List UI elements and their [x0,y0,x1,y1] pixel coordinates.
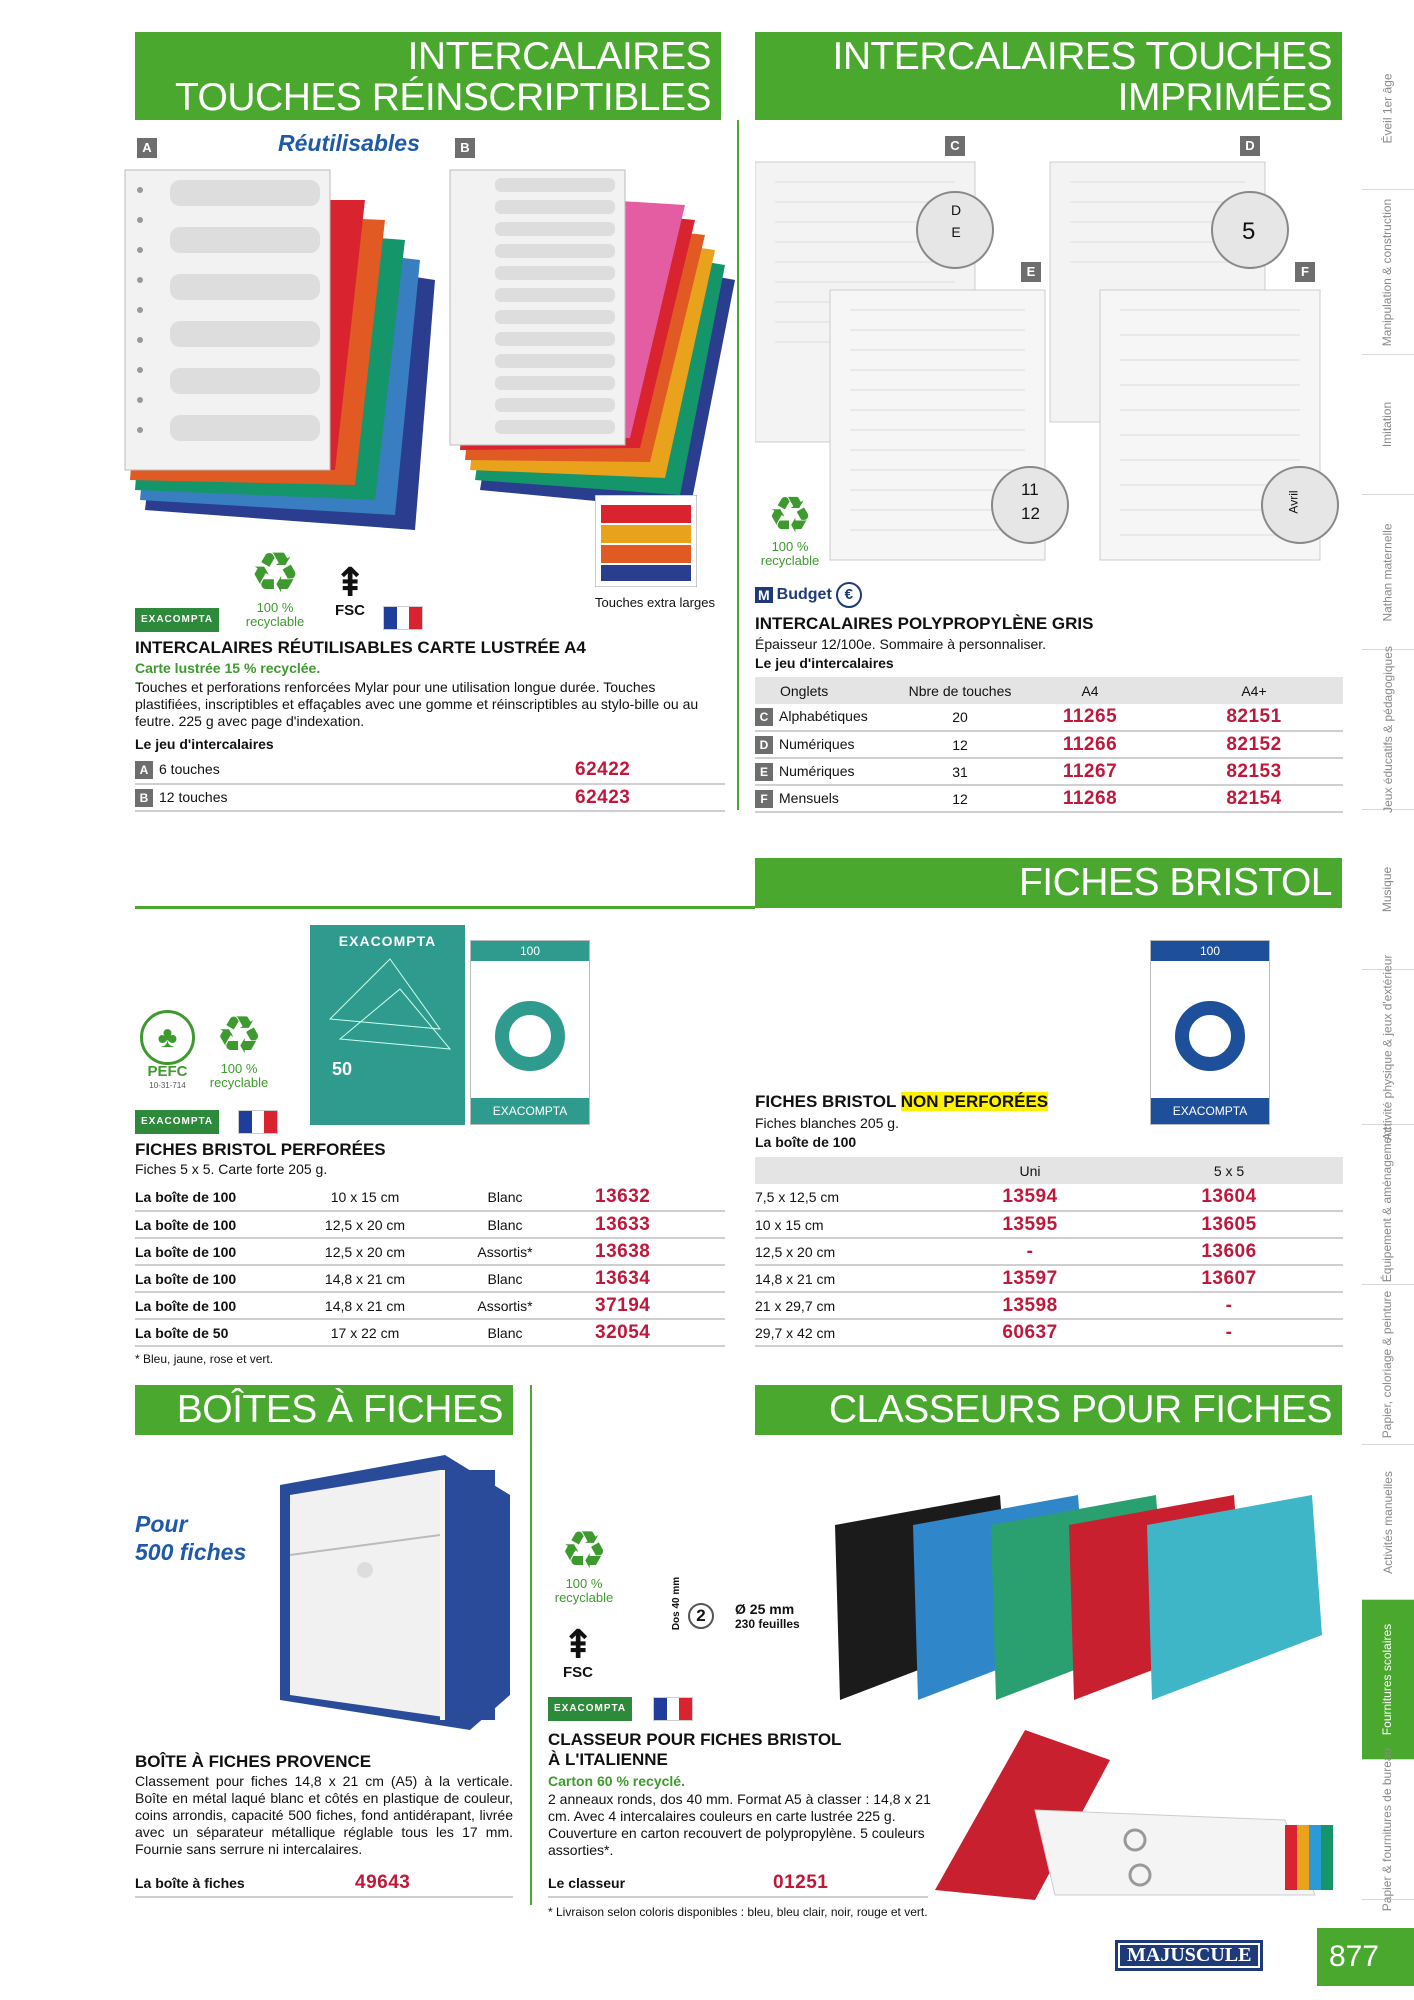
recycle-icon: ♻ [249,541,301,604]
side-tab-label: Musique [1380,866,1395,913]
banner-line: IMPRIMÉES [1117,76,1332,119]
product-code: 13638 [565,1238,725,1265]
product-code: 13632 [565,1184,725,1211]
section-banner-intercalaires-imprimees [755,32,1342,120]
recycle-icon: ♻ [215,1007,263,1065]
extra-large-tabs-inset [595,495,697,587]
table-row [135,1238,725,1265]
product-title [548,1730,848,1770]
side-tab[interactable] [1362,355,1414,495]
row-badge: B [135,789,153,807]
row-size: 14,8 x 21 cm [285,1292,445,1319]
price-table-bristol-non-perforees [755,1157,1343,1347]
photo-badge-c: C [945,136,965,156]
pefc-tree-icon: ♣ [140,1010,195,1065]
product-subtitle: Épaisseur 12/100e. Sommaire à personnaliser. [755,636,1047,652]
pefc-logo [135,1010,200,1093]
row-label [755,704,905,731]
photo-badge-b: B [455,138,475,158]
side-tab[interactable] [1362,1445,1414,1600]
recyclable-logo [203,1007,275,1090]
product-code: 49643 [355,1870,513,1897]
exacompta-logo: EXACOMPTA [548,1697,632,1721]
row-color: Blanc [445,1319,565,1346]
banner-line: BOÎTES À FICHES [176,1388,503,1431]
table-row [755,1211,1343,1238]
section-rule [135,906,755,909]
price-table-s4 [135,1870,513,1898]
row-label-text: Alphabétiques [779,708,868,724]
col-header: Nbre de touches [905,677,1015,704]
fsc-logo [320,563,380,619]
product-subtitle: Carton 60 % recyclé. [548,1773,685,1789]
row-unit: La boîte de 100 [135,1184,285,1211]
zoom-e-label [1021,478,1040,526]
card-box-photo [270,1455,515,1730]
recyclable-text: 100 % recyclable [554,1576,614,1605]
product-unit: Le jeu d'intercalaires [135,736,274,752]
fsc-logo [548,1625,608,1681]
row-color: Assortis* [445,1292,565,1319]
row-label [755,731,905,758]
product-code: 13633 [565,1211,725,1238]
row-unit: La boîte de 100 [135,1265,285,1292]
row-label-text: 12 touches [159,788,228,805]
side-tab-label: Équipement & aménagement [1380,1126,1395,1283]
tagline-line: Pour [135,1511,188,1537]
banner-line: INTERCALAIRES [407,35,711,78]
grid-pattern-icon [310,949,465,1059]
product-title: INTERCALAIRES POLYPROPYLÈNE GRIS [755,614,1094,633]
budget-text: Budget [776,586,832,603]
pefc-text: PEFC [147,1063,188,1080]
product-code: 13607 [1115,1265,1343,1292]
side-tab[interactable] [1362,1125,1414,1285]
pack-brand: EXACOMPTA [338,933,437,949]
product-code: 13606 [1115,1238,1343,1265]
recyclable-text: 100 % recyclable [760,539,820,568]
pack-brand: EXACOMPTA [1151,1098,1269,1124]
row-badge: C [755,708,773,726]
recyclable-logo [240,541,310,629]
recycle-icon: ♻ [767,487,813,543]
row-size: 29,7 x 42 cm [755,1319,945,1346]
table-row [135,1319,725,1346]
fsc-text: FSC [335,602,365,619]
side-tab-label: Activités manuelles [1380,1470,1395,1574]
bristol-perforated-pack [310,925,465,1125]
side-tab[interactable] [1362,646,1414,813]
side-tab-label: Papier & fournitures de bureau [1380,1747,1395,1912]
product-code: 62422 [575,757,725,784]
product-subtitle: Fiches 5 x 5. Carte forte 205 g. [135,1161,328,1177]
ring-diameter: Ø 25 mm [735,1601,795,1617]
side-tab-label: Jeux éducatifs & pédagogiques [1380,646,1395,813]
french-flag-icon [383,606,423,630]
product-title: BOÎTE À FICHES PROVENCE [135,1752,372,1771]
table-row [755,731,1343,758]
product-code: 13594 [945,1184,1115,1211]
col-header: Onglets [755,677,905,704]
binders-photo [830,1485,1345,1710]
budget-logo [755,584,862,606]
row-label [755,785,905,812]
footnote: * Bleu, jaune, rose et vert. [135,1352,274,1366]
row-color: Blanc [445,1265,565,1292]
table-row [755,704,1343,731]
pack-count: 50 [332,1059,353,1079]
col-header: A4+ [1165,677,1343,704]
product-code: - [1115,1292,1343,1319]
column-divider [530,1385,532,1905]
row-badge: E [755,763,773,781]
ring-capacity: 230 feuilles [735,1617,800,1631]
section-banner-intercalaires-reinscriptibles [135,32,721,120]
row-label-text: Mensuels [779,789,839,806]
product-code: 62423 [575,784,725,811]
product-code: 37194 [565,1292,725,1319]
section-banner-boites-a-fiches [135,1385,513,1435]
section-banner-classeurs-pour-fiches [755,1385,1342,1435]
side-tab-label: Manipulation & construction [1380,198,1395,346]
table-row [135,1265,725,1292]
row-size: 21 x 29,7 cm [755,1292,945,1319]
product-unit: La boîte de 100 [755,1134,857,1150]
pack-ring-icon [1175,1001,1245,1071]
recyclable-logo [755,487,825,568]
table-row [548,1870,928,1897]
pack-count: 100 [1151,941,1269,961]
table-row [135,757,725,784]
row-unit: La boîte de 100 [135,1211,285,1238]
table-row [755,758,1343,785]
zoom-tab-number: 12 [1021,504,1040,523]
row-badge: A [135,761,153,779]
zoom-tab-number: 11 [1021,480,1039,499]
product-code: 13597 [945,1265,1115,1292]
product-unit: Le jeu d'intercalaires [755,655,894,671]
product-code: 11268 [1015,785,1165,812]
row-label-text: 6 touches [159,761,220,777]
product-description: 2 anneaux ronds, dos 40 mm. Format A5 à classer : 14,8 x 21 cm. Avec 4 intercalaires couleurs en carte lustrée 225 g. Couverture en carton recouvert de polypropylène. 5 couleurs assorties*. [548,1791,931,1858]
row-unit: La boîte à fiches [135,1870,355,1897]
table-row [755,1319,1343,1346]
zoom-c-label [947,199,965,243]
divider-set-b-photo [440,160,740,530]
tagline-reutilisables: Réutilisables [278,130,420,156]
pefc-code: 10-31-714 [149,1081,186,1090]
product-code: 82154 [1165,785,1343,812]
row-unit: La boîte de 50 [135,1319,285,1346]
table-row [755,1292,1343,1319]
product-title: INTERCALAIRES RÉUTILISABLES CARTE LUSTRÉE A4 [135,638,586,657]
side-tab-label: Éveil 1er âge [1380,73,1395,144]
side-tab-label: Activité physique & jeux d'extérieur [1380,954,1395,1140]
side-tab-label: Fournitures scolaires [1380,1623,1395,1736]
table-row [755,1238,1343,1265]
row-count: 12 [905,785,1015,812]
zoom-tab-letter: D [950,202,962,218]
col-header: Uni [945,1157,1115,1184]
table-row [755,1265,1343,1292]
product-description: Classement pour fiches 14,8 x 21 cm (A5) à la verticale. Boîte en métal laqué blanc et côtés en plastique de couleur, coins arrondis, capacité 500 fiches, fond antidérapant, livrée avec un séparateur métallique réglable tous les 17 mm. Fournie sans serrure ni intercalaires. [135,1773,513,1857]
side-tab[interactable] [1362,810,1414,970]
product-code: 01251 [773,1870,928,1897]
side-tab-label: Papier, coloriage & peinture [1380,1290,1395,1439]
side-tab[interactable] [1362,954,1414,1140]
row-badge: D [755,736,773,754]
divider-set-a-photo [115,160,435,530]
product-title [755,1092,1048,1112]
table-row [135,1292,725,1319]
majuscule-logo: MAJUSCULE [1115,1940,1263,1971]
row-badge: F [755,790,773,808]
product-title: FICHES BRISTOL PERFORÉES [135,1140,386,1159]
open-binder-photo [935,1720,1345,1900]
footnote: * Livraison selon coloris disponibles : bleu, bleu clair, noir, rouge et vert. [548,1905,928,1919]
row-size: 10 x 15 cm [285,1184,445,1211]
row-size: 12,5 x 20 cm [285,1238,445,1265]
tagline-500-fiches [135,1510,246,1566]
row-size: 10 x 15 cm [755,1211,945,1238]
title-highlight: NON PERFORÉES [900,1092,1049,1111]
product-code: 13595 [945,1211,1115,1238]
row-label-text: Numériques [779,735,855,752]
ring-spec [735,1602,800,1632]
binder-4 [1147,1495,1322,1700]
product-code: 82151 [1165,704,1343,731]
col-header: 5 x 5 [1115,1157,1343,1184]
row-size: 12,5 x 20 cm [285,1211,445,1238]
table-row [755,785,1343,812]
banner-line: TOUCHES RÉINSCRIPTIBLES [174,76,711,119]
row-size: 14,8 x 21 cm [285,1265,445,1292]
recyclable-logo [548,1522,620,1605]
pack-ring-icon [495,1001,565,1071]
row-unit: La boîte de 100 [135,1238,285,1265]
price-table-s5 [548,1870,928,1898]
product-code: 13634 [565,1265,725,1292]
photo-badge-e: E [1021,262,1041,282]
title-part: FICHES BRISTOL [755,1092,901,1111]
product-code: 13605 [1115,1211,1343,1238]
table-row [755,1184,1343,1211]
row-color: Assortis* [445,1238,565,1265]
rings-count-icon: 2 [688,1603,714,1629]
product-code: - [945,1238,1115,1265]
table-row [135,1870,513,1897]
col-header [755,1157,945,1184]
grey-dividers-photo [755,160,1345,570]
bristol-pack-100 [470,940,590,1125]
exacompta-logo: EXACOMPTA [135,1110,219,1134]
product-code: 13604 [1115,1184,1343,1211]
french-flag-icon [653,1697,693,1721]
row-unit: La boîte de 100 [135,1292,285,1319]
recyclable-text: 100 % recyclable [245,600,305,629]
row-label [135,784,575,811]
product-subtitle: Fiches blanches 205 g. [755,1115,899,1131]
table-row [135,1211,725,1238]
photo-badge-d: D [1240,136,1260,156]
title-line: CLASSEUR POUR FICHES BRISTOL [548,1730,842,1749]
side-tab[interactable] [1362,1747,1414,1912]
banner-line: INTERCALAIRES TOUCHES [832,35,1332,78]
side-tab[interactable] [1362,1600,1414,1760]
table-row [135,784,725,811]
page-number: 877 [1317,1928,1414,1986]
product-code: 11267 [1015,758,1165,785]
price-table-s2 [755,677,1343,813]
recycle-icon: ♻ [560,1522,608,1580]
row-color: Blanc [445,1184,565,1211]
side-tab[interactable] [1362,495,1414,650]
row-count: 20 [905,704,1015,731]
product-code: 11265 [1015,704,1165,731]
side-tab-label: Imitation [1380,401,1395,448]
inset-caption: Touches extra larges [595,595,715,610]
product-subtitle: Carte lustrée 15 % recyclée. [135,660,321,676]
product-code: 13598 [945,1292,1115,1319]
photo-badge-a: A [137,138,157,158]
photo-badge-f: F [1295,262,1315,282]
row-count: 31 [905,758,1015,785]
banner-line: CLASSEURS POUR FICHES [828,1388,1332,1431]
col-header: A4 [1015,677,1165,704]
fsc-text: FSC [563,1664,593,1681]
pack-count: 100 [471,941,589,961]
side-tab[interactable] [1362,1285,1414,1445]
pack-brand: EXACOMPTA [471,1098,589,1124]
recyclable-text: 100 % recyclable [209,1061,269,1090]
euro-icon: € [836,582,862,608]
row-unit: Le classeur [548,1870,773,1897]
zoom-d-label: 5 [1242,218,1256,245]
row-color: Blanc [445,1211,565,1238]
side-tab[interactable] [1362,28,1414,190]
tagline-line: 500 fiches [135,1539,247,1565]
product-code: 32054 [565,1319,725,1346]
price-table-bristol-perforees [135,1184,725,1347]
price-table-s1 [135,757,725,812]
section-banner-fiches-bristol [755,858,1342,908]
row-count: 12 [905,731,1015,758]
spine-width-label: Dos 40 mm [671,1576,683,1631]
french-flag-icon [238,1110,278,1134]
exacompta-logo: EXACOMPTA [135,608,219,632]
zoom-f-label: Avril [1286,490,1301,514]
product-code: - [1115,1319,1343,1346]
row-label [135,757,575,784]
product-code: 82152 [1165,731,1343,758]
table-row [135,1184,725,1211]
title-line: À L'ITALIENNE [548,1750,668,1769]
tree-icon: ⇞ [561,1623,595,1667]
product-code: 82153 [1165,758,1343,785]
row-label-text: Numériques [779,762,855,779]
side-tab-label: Nathan maternelle [1380,522,1395,622]
row-size: 17 x 22 cm [285,1319,445,1346]
zoom-tab-letter: E [951,224,961,240]
bristol-non-perforated-pack [1150,940,1270,1125]
product-code: 11266 [1015,731,1165,758]
row-size: 14,8 x 21 cm [755,1265,945,1292]
banner-line: FICHES BRISTOL [1018,861,1332,904]
row-size: 12,5 x 20 cm [755,1238,945,1265]
product-description: Touches et perforations renforcées Mylar pour une utilisation longue durée. Touches plastifiées, inscriptibles et effaçables avec une gomme et réinscriptibles au stylo-bille ou au feutre. 225 g avec page d'indexation. [135,679,699,729]
row-label [755,758,905,785]
tree-icon: ⇞ [333,561,367,605]
row-size: 7,5 x 12,5 cm [755,1184,945,1211]
budget-mark-icon: M [755,587,773,603]
product-code: 60637 [945,1319,1115,1346]
side-tab[interactable] [1362,190,1414,355]
